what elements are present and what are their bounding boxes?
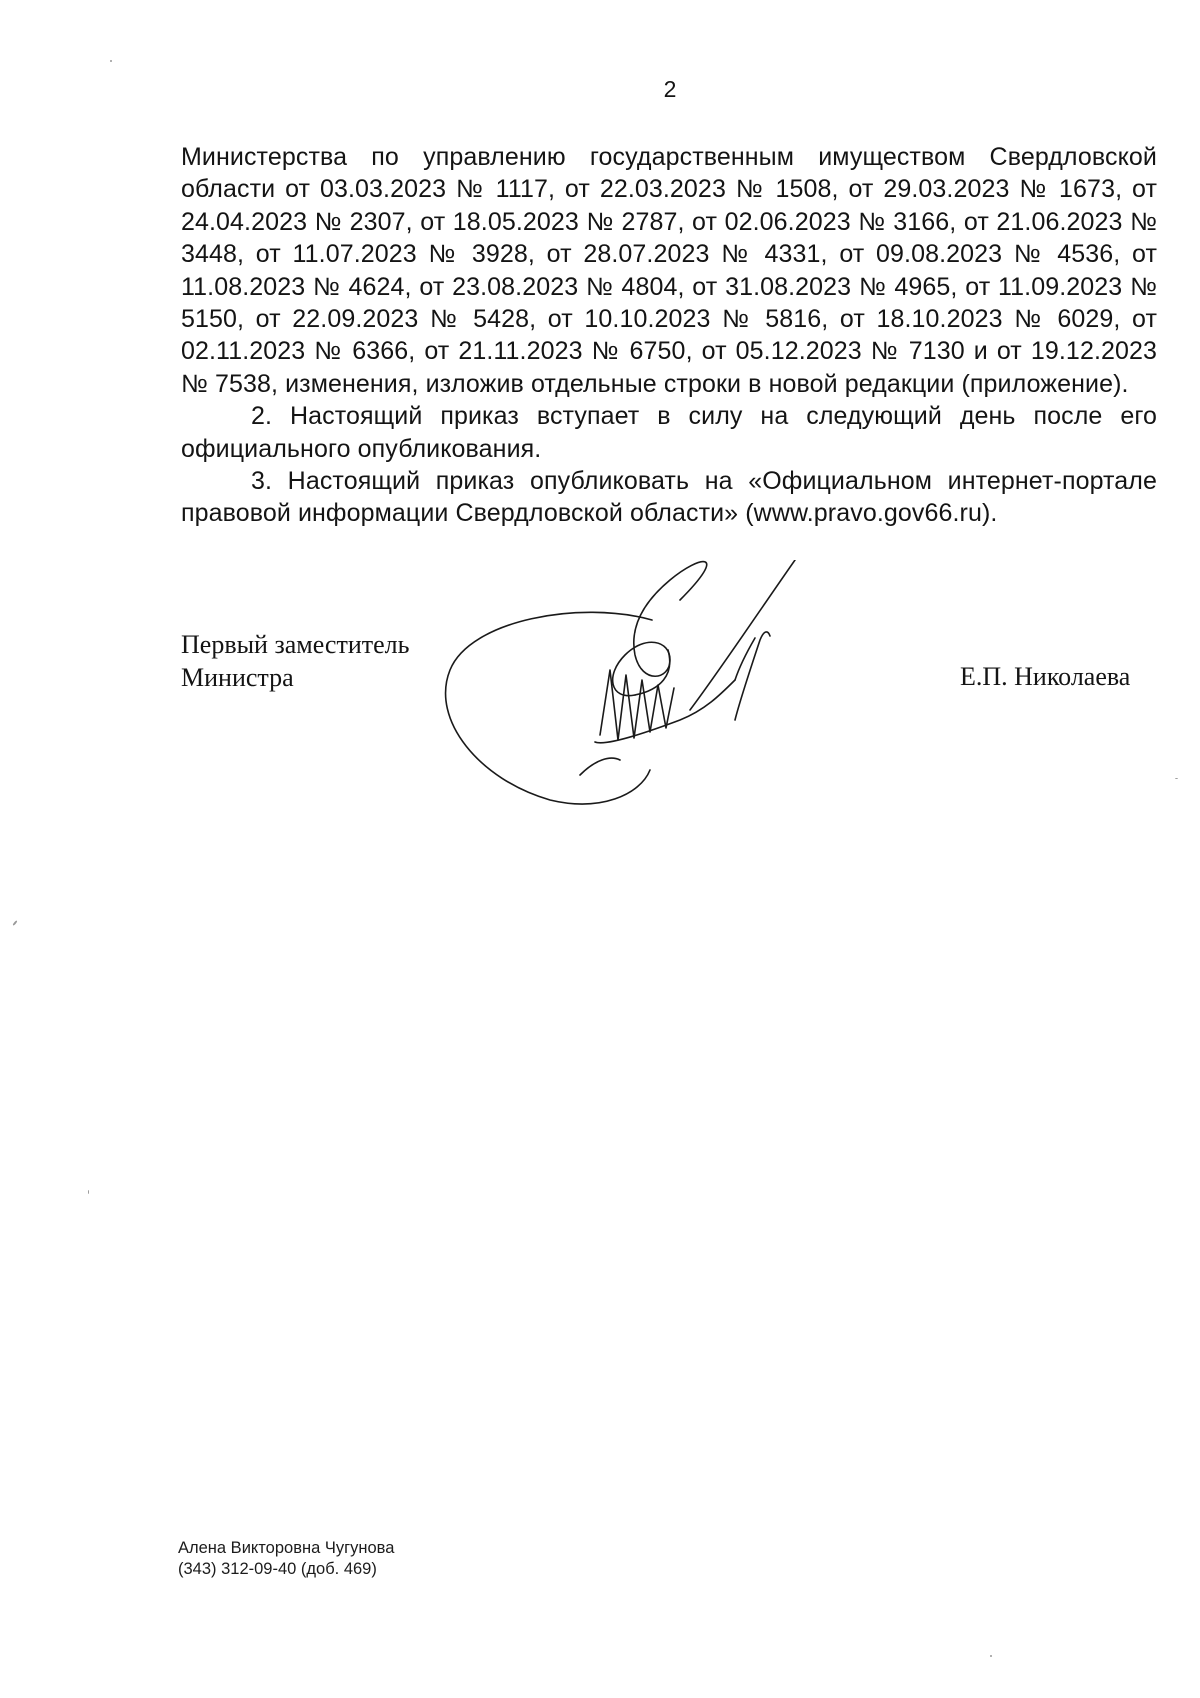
signer-position [181,628,409,694]
executor-name: Алена Викторовна Чугунова [178,1539,395,1557]
paragraph-1-line: области от 03.03.2023 № 1117, от 22.03.2023 № 1508, от 29.03.2023 [181,175,1010,204]
document-body [181,141,1157,530]
paragraph-2: 2. Настоящий приказ вступает в силу на следующий день после его официального опубликования. [181,402,1157,463]
page-number: 2 [663,76,677,102]
paragraph-1-line: от 21.06.2023 № 3448, от 11.07.2023 № 3928, от 28.07.2023 № 4331, [181,207,1158,269]
scan-speck [88,1190,89,1194]
paragraph-1-line: Министерства по управлению государственным имуществом Свердловской [181,143,1157,171]
signer-position-line-1: Первый заместитель [181,630,410,659]
signer-position-line-2: Министра [181,663,294,692]
executor-info [178,1538,394,1580]
scan-speck [12,920,17,926]
paragraph-1-line: от 09.08.2023 № 4536, от 11.08.2023 № 4624, от 23.08.2023 № 4804, [181,240,1158,301]
scan-speck [110,60,112,62]
paragraph-1-line: от 31.08.2023 № 4965, от 11.09.2023 № 5150, от 22.09.2023 № 5428, [181,272,1157,334]
handwritten-signature [430,560,850,810]
paragraph-1-line: № 1673, от 24.04.2023 № 2307, от 18.05.2023 № 2787, от 02.06.2023 № 3166, [181,175,1158,236]
paragraph-1-line: от 21.11.2023 № 6750, от 05.12.2023 № 7130 и от 19.12.2023 № 7538, изменения, [181,337,1158,398]
paragraph-1 [181,141,1157,400]
paragraph-1-line: изложив отдельные строки в новой редакции (приложение). [425,369,1129,398]
paragraph-3: 3. Настоящий приказ опубликовать на «Официальном интернет-портале правовой информации Свердловской области» (www.pravo.gov66.ru). [181,467,1157,528]
scan-speck [1175,778,1178,779]
scan-speck [990,1655,992,1657]
paragraph-1-line: от 10.10.2023 № 5816, от 18.10.2023 № 6029, от 02.11.2023 № 6366, [181,305,1157,366]
signer-name: Е.П. Николаева [960,662,1131,691]
executor-phone: (343) 312-09-40 (доб. 469) [178,1560,377,1578]
